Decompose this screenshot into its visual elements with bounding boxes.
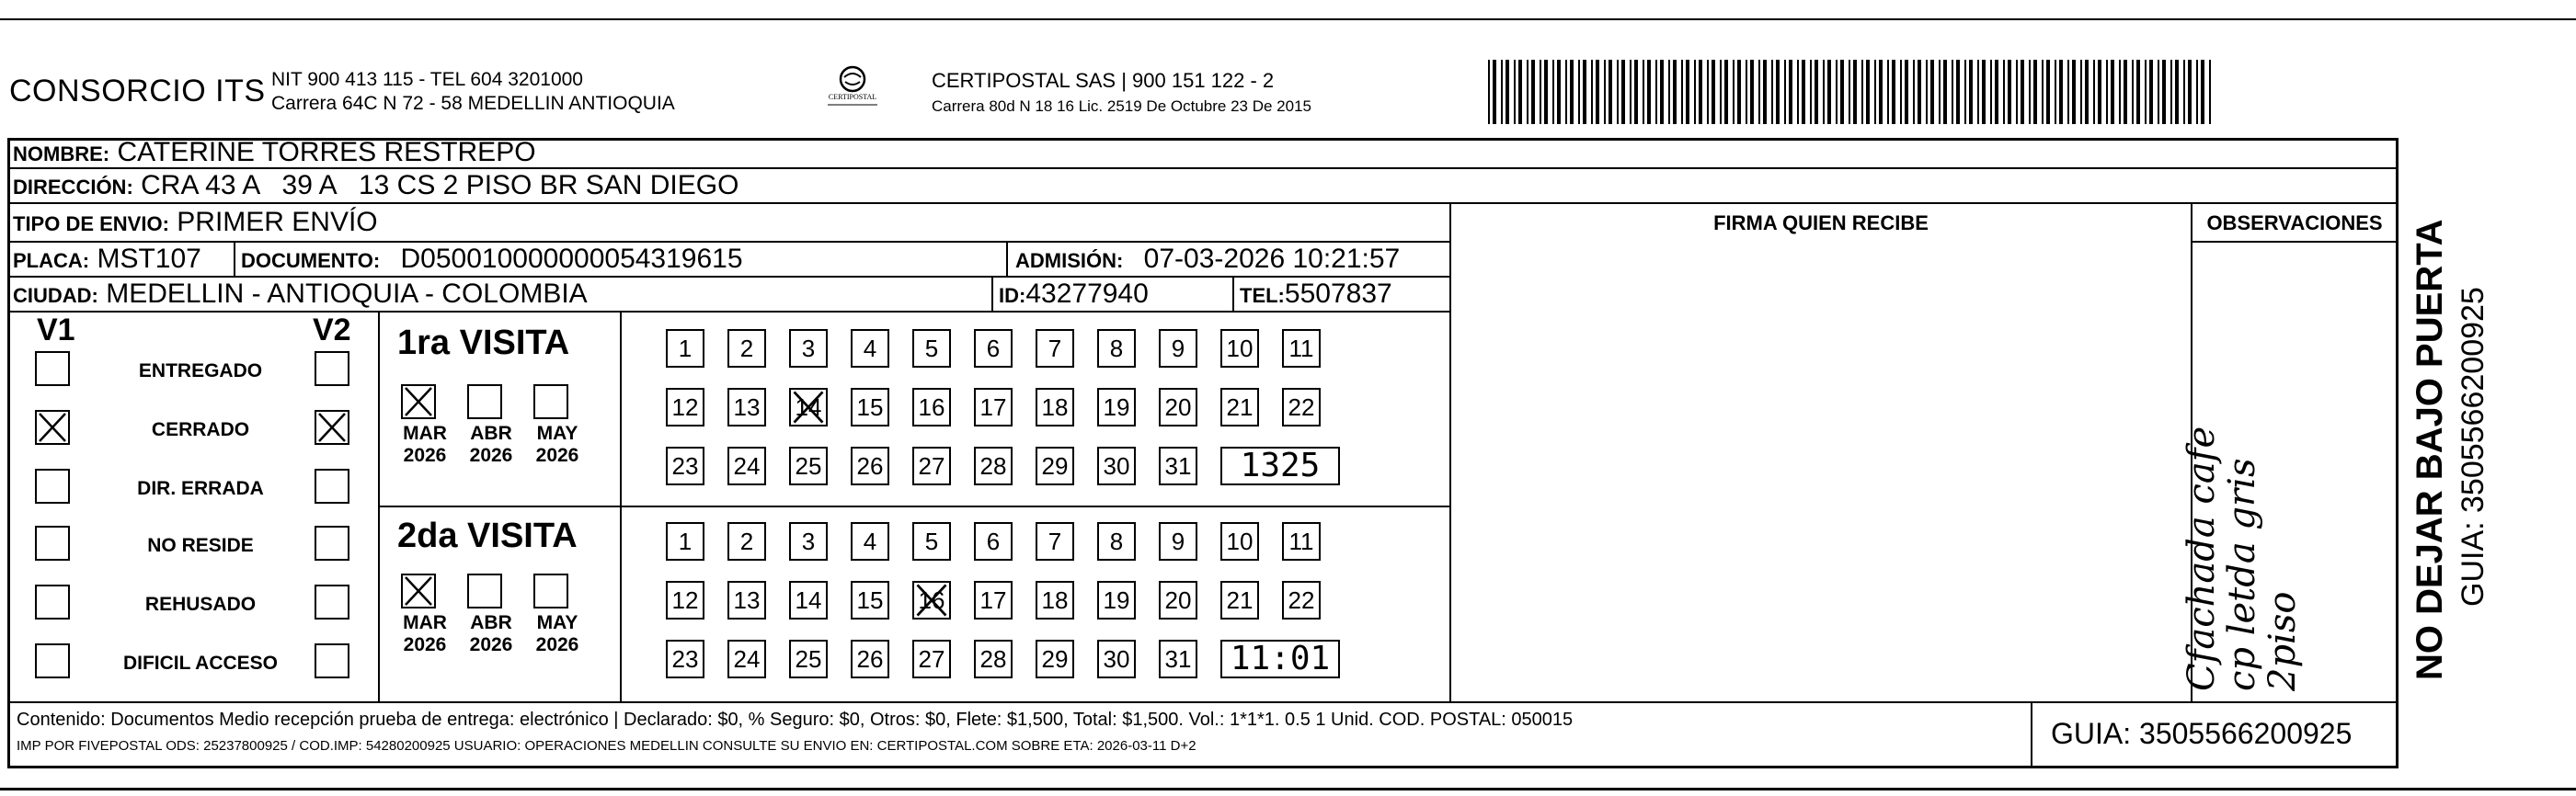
day-box[interactable]: 31 <box>1159 447 1197 485</box>
barcode-bar <box>1977 60 1979 124</box>
time-box[interactable]: 1325 <box>1220 447 1340 485</box>
barcode-bar <box>1660 60 1664 124</box>
month-checkbox[interactable] <box>401 574 436 608</box>
day-box[interactable]: 27 <box>912 640 951 678</box>
barcode-bar <box>1746 60 1747 124</box>
barcode-bar <box>1531 60 1535 124</box>
direccion-label: DIRECCIÓN: <box>13 176 133 199</box>
month-year: 2026 <box>535 634 579 655</box>
barcode-bar <box>2119 60 2121 124</box>
barcode-bar <box>2136 60 2140 124</box>
v1-header: V1 <box>37 313 75 347</box>
day-box[interactable]: 27 <box>912 447 951 485</box>
month-year: 2026 <box>469 445 513 466</box>
month-checkbox[interactable] <box>467 384 502 419</box>
day-box[interactable]: 28 <box>974 447 1013 485</box>
barcode-bar <box>1655 60 1657 124</box>
month-name: MAR <box>403 423 447 444</box>
status-label: ENTREGADO <box>138 360 263 381</box>
barcode-bar <box>1853 60 1857 124</box>
barcode-bar <box>1952 60 1953 124</box>
day-box[interactable]: 2 <box>727 522 766 561</box>
barcode-bar <box>1939 60 1941 124</box>
col-divider <box>378 311 380 701</box>
month-label <box>530 612 585 656</box>
barcode-bar <box>1617 60 1619 124</box>
barcode-bar <box>2124 60 2127 124</box>
barcode-bar <box>1879 60 1883 124</box>
barcode-bar <box>1827 60 1831 124</box>
month-checkbox[interactable] <box>533 574 568 608</box>
barcode-bar <box>1995 60 1998 124</box>
day-box[interactable]: 4 <box>851 522 889 561</box>
v1-checkbox[interactable] <box>35 469 70 504</box>
row-divider <box>2192 241 2399 243</box>
v2-checkbox[interactable] <box>315 351 349 386</box>
id-row <box>999 279 1149 311</box>
ciudad-label: CIUDAD: <box>13 284 98 307</box>
day-box[interactable]: 14 <box>789 581 828 620</box>
barcode-bar <box>1913 60 1915 124</box>
v1-checkbox[interactable] <box>35 410 70 445</box>
barcode-bar <box>2080 60 2082 124</box>
barcode-bar <box>1647 60 1651 124</box>
day-box[interactable]: 28 <box>974 640 1013 678</box>
day-box[interactable]: 4 <box>851 329 889 368</box>
admision-value: 07-03-2026 10:21:57 <box>1143 244 1401 274</box>
barcode-bar <box>1849 60 1850 124</box>
barcode-bar <box>1694 60 1696 124</box>
barcode-bar <box>1810 60 1812 124</box>
day-box[interactable]: 17 <box>974 388 1013 426</box>
barcode-bar <box>1583 60 1586 124</box>
status-label: DIR. ERRADA <box>137 478 264 499</box>
documento-value: D050010000000054319615 <box>400 244 743 274</box>
barcode-bar <box>1668 60 1670 124</box>
barcode-bar <box>1784 60 1786 124</box>
barcode-bar <box>1797 60 1799 124</box>
barcode-bar <box>1926 60 1928 124</box>
documento-label: DOCUMENTO: <box>241 249 381 272</box>
address-line: Carrera 64C N 72 - 58 MEDELLIN ANTIOQUIA <box>271 93 675 114</box>
v2-header: V2 <box>313 313 351 347</box>
month-label <box>397 612 452 656</box>
status-label: CERRADO <box>151 419 250 440</box>
id-label: ID: <box>999 284 1026 307</box>
nit-line: NIT 900 413 115 - TEL 604 3201000 <box>271 69 583 90</box>
barcode-bar <box>1982 60 1986 124</box>
month-year: 2026 <box>403 634 447 655</box>
barcode-bar <box>2201 60 2204 124</box>
status-label: REHUSADO <box>144 594 257 615</box>
day-box[interactable]: 17 <box>974 581 1013 620</box>
col-divider <box>620 311 622 701</box>
day-box[interactable]: 29 <box>1036 640 1074 678</box>
month-year: 2026 <box>469 634 513 655</box>
barcode-bar <box>2098 60 2101 124</box>
barcode-bar <box>1493 60 1496 124</box>
bottom-border <box>0 788 2576 790</box>
barcode-bar <box>1836 60 1838 124</box>
month-name: MAR <box>403 612 447 633</box>
tipo-label: TIPO DE ENVIO: <box>13 212 169 235</box>
day-box[interactable]: 29 <box>1036 447 1074 485</box>
barcode-bar <box>1518 60 1522 124</box>
day-box[interactable]: 9 <box>1159 522 1197 561</box>
barcode-bar <box>1540 60 1541 124</box>
barcode-bar <box>1501 60 1503 124</box>
tipo-row <box>13 208 378 239</box>
barcode-bar <box>2059 60 2063 124</box>
barcode-bar <box>1686 60 1689 124</box>
barcode-bar <box>1802 60 1805 124</box>
day-box[interactable]: 1 <box>666 522 704 561</box>
admision-label: ADMISIÓN: <box>1015 249 1124 272</box>
day-box[interactable]: 21 <box>1220 581 1259 620</box>
day-box[interactable]: 8 <box>1097 329 1136 368</box>
tel-value: 5507837 <box>1284 279 1392 309</box>
visit2-title: 2da VISITA <box>397 517 578 555</box>
barcode-bar <box>2158 60 2159 124</box>
v2-checkbox[interactable] <box>315 469 349 504</box>
barcode-bar <box>2055 60 2056 124</box>
barcode <box>1488 60 2215 124</box>
barcode-bar <box>1861 60 1863 124</box>
barcode-bar <box>2046 60 2050 124</box>
day-box[interactable]: 15 <box>851 388 889 426</box>
col-divider <box>991 276 993 311</box>
day-box[interactable]: 11 <box>1282 522 1321 561</box>
v1-checkbox[interactable] <box>35 585 70 620</box>
observation-line-2: cp letda gris <box>2221 458 2263 691</box>
observation-note <box>2181 426 2303 691</box>
barcode-bar <box>1771 60 1773 124</box>
barcode-bar <box>1630 60 1631 124</box>
v1-checkbox[interactable] <box>35 643 70 678</box>
day-box[interactable]: 22 <box>1282 581 1321 620</box>
certipostal-info <box>932 68 1311 119</box>
day-box[interactable]: 22 <box>1282 388 1321 426</box>
col-divider <box>2397 138 2399 768</box>
barcode-bar <box>1506 60 1509 124</box>
barcode-bar <box>1596 60 1599 124</box>
visit1-title: 1ra VISITA <box>397 324 570 362</box>
logo-text: CERTIPOSTAL <box>828 93 877 101</box>
barcode-bar <box>2093 60 2095 124</box>
barcode-bar <box>2085 60 2089 124</box>
barcode-bar <box>1634 60 1638 124</box>
day-box[interactable]: 26 <box>851 640 889 678</box>
barcode-bar <box>2175 60 2179 124</box>
day-box[interactable]: 30 <box>1097 640 1136 678</box>
day-box[interactable]: 31 <box>1159 640 1197 678</box>
tipo-value: PRIMER ENVÍO <box>177 207 378 237</box>
day-box[interactable]: 7 <box>1036 522 1074 561</box>
day-box[interactable]: 16 <box>912 388 951 426</box>
barcode-bar <box>2029 60 2031 124</box>
certi-line1: CERTIPOSTAL SAS | 900 151 122 - 2 <box>932 69 1275 92</box>
barcode-bar <box>1565 60 1567 124</box>
status-label: DIFICIL ACCESO <box>122 653 278 674</box>
day-box[interactable]: 24 <box>727 447 766 485</box>
barcode-bar <box>1609 60 1612 124</box>
barcode-bar <box>2145 60 2147 124</box>
barcode-bar <box>2183 60 2185 124</box>
month-name: MAY <box>536 423 578 444</box>
barcode-bar <box>1737 60 1741 124</box>
barcode-bar <box>2132 60 2134 124</box>
day-box[interactable]: 15 <box>851 581 889 620</box>
month-name: ABR <box>470 612 512 633</box>
barcode-bar <box>2188 60 2192 124</box>
row-divider <box>7 276 1451 278</box>
v1-checkbox[interactable] <box>35 526 70 561</box>
barcode-bar <box>1570 60 1574 124</box>
company-info <box>271 68 675 116</box>
day-box[interactable]: 18 <box>1036 388 1074 426</box>
month-label <box>464 612 519 656</box>
row-divider <box>7 202 2399 204</box>
barcode-bar <box>1514 60 1516 124</box>
day-box[interactable]: 3 <box>789 329 828 368</box>
day-box[interactable] <box>912 581 951 620</box>
barcode-bar <box>1578 60 1580 124</box>
day-box[interactable]: 1 <box>666 329 704 368</box>
barcode-bar <box>1990 60 1992 124</box>
v1-checkbox[interactable] <box>35 351 70 386</box>
col-divider <box>1449 202 1451 701</box>
month-label <box>530 423 585 467</box>
day-box[interactable]: 2 <box>727 329 766 368</box>
barcode-bar <box>2170 60 2172 124</box>
v2-checkbox[interactable] <box>315 526 349 561</box>
barcode-bar <box>1699 60 1702 124</box>
barcode-bar <box>1905 60 1908 124</box>
day-box[interactable]: 26 <box>851 447 889 485</box>
side-guia: GUIA: 3505566200925 <box>2456 287 2490 607</box>
day-box[interactable]: 7 <box>1036 329 1074 368</box>
barcode-bar <box>1943 60 1947 124</box>
barcode-bar <box>1969 60 1973 124</box>
barcode-bar <box>1707 60 1709 124</box>
top-border <box>0 18 2576 20</box>
barcode-bar <box>1964 60 1966 124</box>
day-box[interactable]: 25 <box>789 640 828 678</box>
barcode-bar <box>2021 60 2024 124</box>
month-year: 2026 <box>535 445 579 466</box>
day-box[interactable]: 23 <box>666 640 704 678</box>
row-divider <box>7 311 1451 313</box>
barcode-bar <box>1750 60 1754 124</box>
day-box[interactable]: 5 <box>912 522 951 561</box>
barcode-bar <box>1900 60 1902 124</box>
barcode-bar <box>2008 60 2011 124</box>
barcode-bar <box>1544 60 1548 124</box>
barcode-bar <box>1733 60 1735 124</box>
barcode-bar <box>1712 60 1715 124</box>
barcode-bar <box>1591 60 1593 124</box>
day-box[interactable]: 13 <box>727 581 766 620</box>
direccion-row <box>13 171 738 202</box>
ciudad-row <box>13 279 588 311</box>
day-box[interactable]: 21 <box>1220 388 1259 426</box>
barcode-bar <box>1763 60 1767 124</box>
barcode-bar <box>1789 60 1792 124</box>
day-box[interactable]: 6 <box>974 522 1013 561</box>
day-number: 16 <box>918 586 945 614</box>
month-name: ABR <box>470 423 512 444</box>
certipostal-logo <box>820 64 885 110</box>
status-label: NO RESIDE <box>147 535 254 556</box>
barcode-bar <box>1621 60 1625 124</box>
barcode-bar <box>2111 60 2114 124</box>
barcode-bar <box>1815 60 1818 124</box>
barcode-bar <box>1866 60 1870 124</box>
month-checkbox[interactable] <box>467 574 502 608</box>
certi-line2: Carrera 80d N 18 16 Lic. 2519 De Octubre 23 De 2015 <box>932 97 1311 115</box>
v2-checkbox[interactable] <box>315 643 349 678</box>
day-box[interactable]: 18 <box>1036 581 1074 620</box>
day-box[interactable]: 9 <box>1159 329 1197 368</box>
barcode-bar <box>2149 60 2153 124</box>
ciudad-value: MEDELLIN - ANTIOQUIA - COLOMBIA <box>106 279 588 309</box>
visit-divider <box>380 506 1451 507</box>
barcode-bar <box>1930 60 1934 124</box>
row-divider <box>7 241 1451 243</box>
month-checkbox[interactable] <box>401 384 436 419</box>
nombre-row <box>13 138 536 169</box>
v2-checkbox[interactable] <box>315 410 349 445</box>
day-box[interactable]: 19 <box>1097 581 1136 620</box>
direccion-value: CRA 43 A 39 A 13 CS 2 PISO BR SAN DIEGO <box>141 170 739 200</box>
observation-line-1: Cfachada cafe <box>2181 426 2223 691</box>
day-box[interactable]: 12 <box>666 388 704 426</box>
day-box[interactable]: 6 <box>974 329 1013 368</box>
barcode-bar <box>1720 60 1722 124</box>
day-box[interactable]: 20 <box>1159 581 1197 620</box>
barcode-bar <box>2067 60 2069 124</box>
barcode-bar <box>2209 60 2211 124</box>
barcode-bar <box>1604 60 1606 124</box>
day-box[interactable]: 10 <box>1220 329 1259 368</box>
time-box[interactable]: 11:01 <box>1220 640 1340 678</box>
day-box[interactable]: 30 <box>1097 447 1136 485</box>
barcode-bar <box>1918 60 1921 124</box>
day-box[interactable]: 10 <box>1220 522 1259 561</box>
col-divider <box>1232 276 1234 311</box>
barcode-bar <box>2196 60 2198 124</box>
col-divider <box>2031 701 2032 768</box>
barcode-bar <box>2016 60 2018 124</box>
month-label <box>464 423 519 467</box>
day-box[interactable]: 3 <box>789 522 828 561</box>
barcode-bar <box>1758 60 1760 124</box>
day-number: 14 <box>795 393 822 421</box>
placa-label: PLACA: <box>13 249 90 272</box>
col-divider <box>1006 241 1008 276</box>
admision-row <box>1015 244 1400 276</box>
month-checkbox[interactable] <box>533 384 568 419</box>
month-label <box>397 423 452 467</box>
barcode-bar <box>2033 60 2037 124</box>
day-box[interactable]: 13 <box>727 388 766 426</box>
day-box[interactable]: 19 <box>1097 388 1136 426</box>
month-year: 2026 <box>403 445 447 466</box>
day-box[interactable]: 20 <box>1159 388 1197 426</box>
footer-imp: IMP POR FIVEPOSTAL ODS: 25237800925 / COD.IMP: 54280200925 USUARIO: OPERACIONES MEDELLIN CONSULTE SU ENVIO EN: CERTIPOSTAL.COM SOBRE ETA: 2026-03-11 D+2 <box>17 738 1196 754</box>
nombre-label: NOMBRE: <box>13 142 110 165</box>
documento-row <box>241 244 743 276</box>
barcode-bar <box>1552 60 1554 124</box>
barcode-bar <box>1557 60 1561 124</box>
barcode-bar <box>2042 60 2044 124</box>
barcode-bar <box>1840 60 1844 124</box>
barcode-bar <box>1488 60 1490 124</box>
barcode-bar <box>1892 60 1895 124</box>
row-divider <box>7 701 2399 703</box>
barcode-bar <box>2162 60 2166 124</box>
observaciones-header: OBSERVACIONES <box>2206 211 2383 234</box>
day-box[interactable] <box>789 388 828 426</box>
side-warning: NO DEJAR BAJO PUERTA <box>2410 219 2450 680</box>
v2-checkbox[interactable] <box>315 585 349 620</box>
day-box[interactable]: 24 <box>727 640 766 678</box>
observation-line-3: 2piso <box>2261 591 2304 691</box>
footer-content: Contenido: Documentos Medio recepción prueba de entrega: electrónico | Declarado: $0, % Seguro: $0, Otros: $0, Flete: $1,500, Total: $1,500. Vol.: 1*1*1. 0.5 1 Unid. COD. POSTAL: 050015 <box>17 710 1574 730</box>
barcode-bar <box>2072 60 2076 124</box>
barcode-bar <box>1681 60 1683 124</box>
barcode-bar <box>1643 60 1644 124</box>
day-box[interactable]: 8 <box>1097 522 1136 561</box>
day-box[interactable]: 12 <box>666 581 704 620</box>
day-box[interactable]: 23 <box>666 447 704 485</box>
placa-value: MST107 <box>97 244 201 274</box>
barcode-bar <box>1776 60 1780 124</box>
barcode-bar <box>1673 60 1677 124</box>
firma-header: FIRMA QUIEN RECIBE <box>1713 211 1929 234</box>
col-divider <box>234 241 235 276</box>
barcode-bar <box>1956 60 1960 124</box>
barcode-bar <box>1724 60 1728 124</box>
month-name: MAY <box>536 612 578 633</box>
barcode-bar <box>1874 60 1876 124</box>
footer-guia: GUIA: 3505566200925 <box>2051 717 2353 750</box>
id-value: 43277940 <box>1025 279 1149 309</box>
barcode-bar <box>1823 60 1825 124</box>
tel-row <box>1240 279 1392 311</box>
barcode-bar <box>1887 60 1889 124</box>
tel-label: TEL: <box>1240 284 1285 307</box>
company-name: CONSORCIO ITS <box>9 74 266 108</box>
nombre-value: CATERINE TORRES RESTREPO <box>117 137 536 167</box>
barcode-bar <box>2106 60 2108 124</box>
placa-row <box>13 244 201 276</box>
barcode-bar <box>1527 60 1528 124</box>
day-box[interactable]: 25 <box>789 447 828 485</box>
day-box[interactable]: 11 <box>1282 329 1321 368</box>
barcode-bar <box>2003 60 2005 124</box>
day-box[interactable]: 5 <box>912 329 951 368</box>
